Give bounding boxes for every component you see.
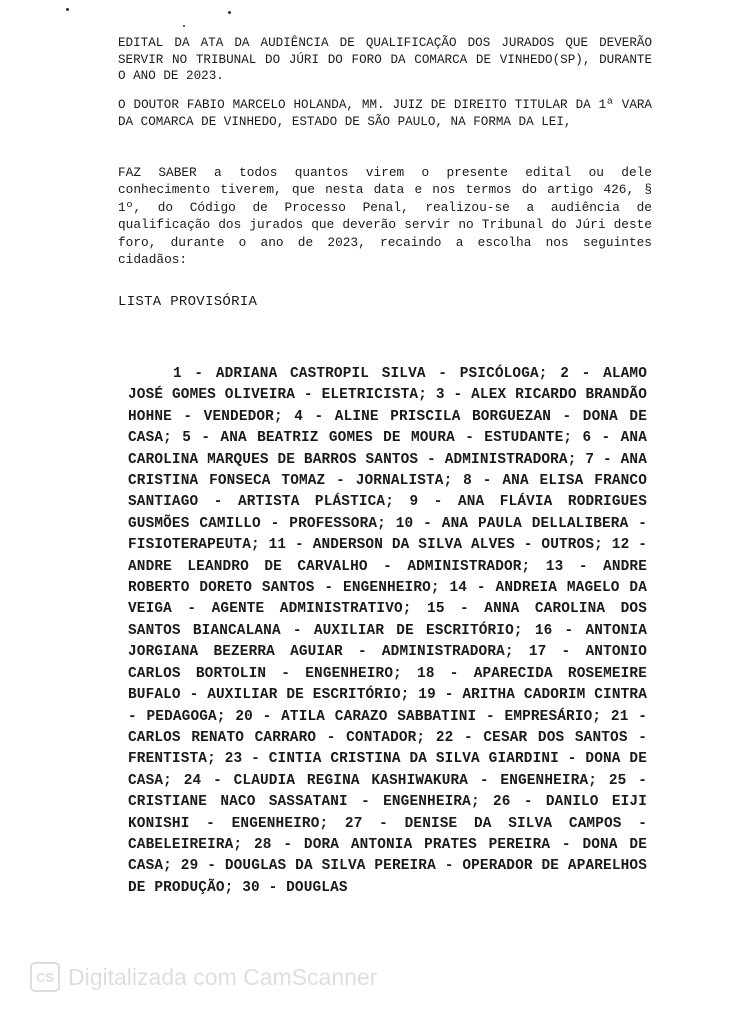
- watermark-text: Digitalizada com CamScanner: [68, 963, 378, 990]
- edict-title: EDITAL DA ATA DA AUDIÊNCIA DE QUALIFICAÇÃO DOS JURADOS QUE DEVERÃO SERVIR NO TRIBUNAL DO JÚRI DO FORO DA COMARCA DE VINHEDO(SP), DURANTE O ANO DE 2023.: [118, 36, 652, 84]
- scan-speck: [183, 25, 185, 27]
- scan-speck: [66, 8, 69, 11]
- notice-paragraph: FAZ SABER a todos quantos virem o presente edital ou dele conhecimento tiverem, que nesta data e nos termos do artigo 426, § 1º, do Código de Processo Penal, realizou-se a audiência de qualificação dos jurados que deverão servir no Tribunal do Júri deste foro, durante o ano de 2023, recaindo a escolha nos seguintes cidadãos:: [118, 165, 652, 268]
- camscanner-logo-icon: CS: [30, 962, 60, 992]
- scan-speck: [228, 11, 231, 14]
- juror-list: 1 - ADRIANA CASTROPIL SILVA - PSICÓLOGA; 2 - ALAMO JOSÉ GOMES OLIVEIRA - ELETRICISTA; 3 - ALEX RICARDO BRANDÃO HOHNE - VENDEDOR; 4 - ALINE PRISCILA BORGUEZAN - DONA DE CASA; 5 - ANA BEATRIZ GOMES DE MOURA - ESTUDANTE; 6 - ANA CAROLINA MARQUES DE BARROS SANTOS - ADMINISTRADORA; 7 - ANA CRISTINA FONSECA TOMAZ - JORNALISTA; 8 - ANA ELISA FRANCO SANTIAGO - ARTISTA PLÁSTICA; 9 - ANA FLÁVIA RODRIGUES GUSMÕES CAMILLO - PROFESSORA; 10 - ANA PAULA DELLALIBERA - FISIOTERAPEUTA; 11 - ANDERSON DA SILVA ALVES - OUTROS; 12 - ANDRE LEANDRO DE CARVALHO - ADMINISTRADOR; 13 - ANDRE ROBERTO DORETO SANTOS - ENGENHEIRO; 14 - ANDREIA MAGELO DA VEIGA - AGENTE ADMINISTRATIVO; 15 - ANNA CAROLINA DOS SANTOS BIANCALANA - AUXILIAR DE ESCRITÓRIO; 16 - ANTONIA JORGIANA BEZERRA AGUIAR - ADMINISTRADORA; 17 - ANTONIO CARLOS BORTOLIN - ENGENHEIRO; 18 - APARECIDA ROSEMEIRE BUFALO - AUXILIAR DE ESCRITÓRIO; 19 - ARITHA CADORIM CINTRA - PEDAGOGA; 20 - ATILA CARAZO SABBATINI - EMPRESÁRIO; 21 - CARLOS RENATO CARRARO - CONTADOR; 22 - CESAR DOS SANTOS - FRENTISTA; 23 - CINTIA CRISTINA DA SILVA GIARDINI - DONA DE CASA; 24 - CLAUDIA REGINA KASHIWAKURA - ENGENHEIRA; 25 - CRISTIANE NACO SASSATANI - ENGENHEIRA; 26 - DANILO EIJI KONISHI - ENGENHEIRO; 27 - DENISE DA SILVA CAMPOS - CABELEIREIRA; 28 - DORA ANTONIA PRATES PEREIRA - DONA DE CASA; 29 - DOUGLAS DA SILVA PEREIRA - OPERADOR DE APARELHOS DE PRODUÇÃO; 30 - DOUGLAS: [128, 366, 647, 896]
- judge-paragraph: O DOUTOR FABIO MARCELO HOLANDA, MM. JUIZ DE DIREITO TITULAR DA 1ª VARA DA COMARCA DE VINHEDO, ESTADO DE SÃO PAULO, NA FORMA DA LEI,: [118, 98, 652, 129]
- camscanner-watermark: [30, 962, 377, 992]
- list-heading: LISTA PROVISÓRIA: [118, 294, 258, 310]
